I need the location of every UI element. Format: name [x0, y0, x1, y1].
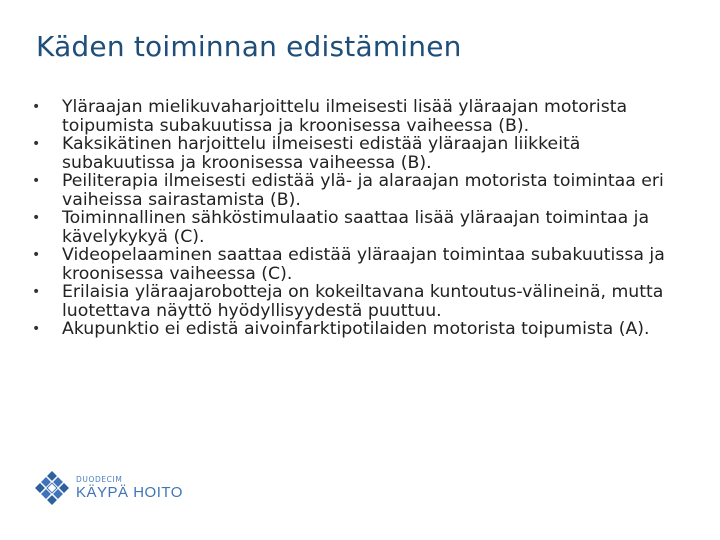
bullet-marker: • — [32, 99, 41, 115]
logo-main-text: KÄYPÄ HOITO — [76, 484, 183, 502]
bullet-text: Toiminnallinen sähköstimulaatio saattaa lisää yläraajan toimintaa ja kävelykykyä (C). — [62, 208, 650, 247]
bullet-marker: • — [32, 173, 41, 189]
bullet-marker: • — [32, 210, 41, 226]
bullet-marker: • — [32, 284, 41, 300]
bullet-item — [32, 320, 672, 339]
bullet-item — [32, 98, 672, 135]
bullet-marker: • — [32, 136, 41, 152]
bullet-marker: • — [32, 321, 41, 337]
bullet-list — [32, 98, 672, 339]
bullet-text: Kaksikätinen harjoittelu ilmeisesti edistää yläraajan liikkeitä subakuutissa ja kroonisessa vaiheessa (B). — [62, 134, 581, 173]
slide-title: Käden toiminnan edistäminen — [36, 30, 462, 63]
diamond-pattern-icon — [34, 470, 70, 506]
kaypa-hoito-logo — [34, 470, 183, 506]
bullet-text: Erilaisia yläraajarobotteja on kokeiltavana kuntoutus-välineinä, mutta luotettava näyttö hyödyllisyydestä puuttuu. — [62, 282, 664, 321]
bullet-text: Videopelaaminen saattaa edistää yläraajan toimintaa subakuutissa ja kroonisessa vaiheessa (C). — [62, 245, 665, 284]
bullet-item — [32, 135, 672, 172]
bullet-item — [32, 283, 672, 320]
bullet-marker: • — [32, 247, 41, 263]
bullet-item — [32, 172, 672, 209]
logo-top-text: DUODECIM — [76, 474, 123, 484]
bullet-text: Yläraajan mielikuvaharjoittelu ilmeisesti lisää yläraajan motorista toipumista subakuutissa ja kroonisessa vaiheessa (B). — [62, 97, 628, 136]
bullet-text: Peiliterapia ilmeisesti edistää ylä- ja alaraajan motorista toimintaa eri vaiheissa sairastamista (B). — [62, 171, 664, 210]
bullet-text: Akupunktio ei edistä aivoinfarktipotilaiden motorista toipumista (A). — [62, 319, 650, 339]
bullet-item — [32, 246, 672, 283]
bullet-item — [32, 209, 672, 246]
